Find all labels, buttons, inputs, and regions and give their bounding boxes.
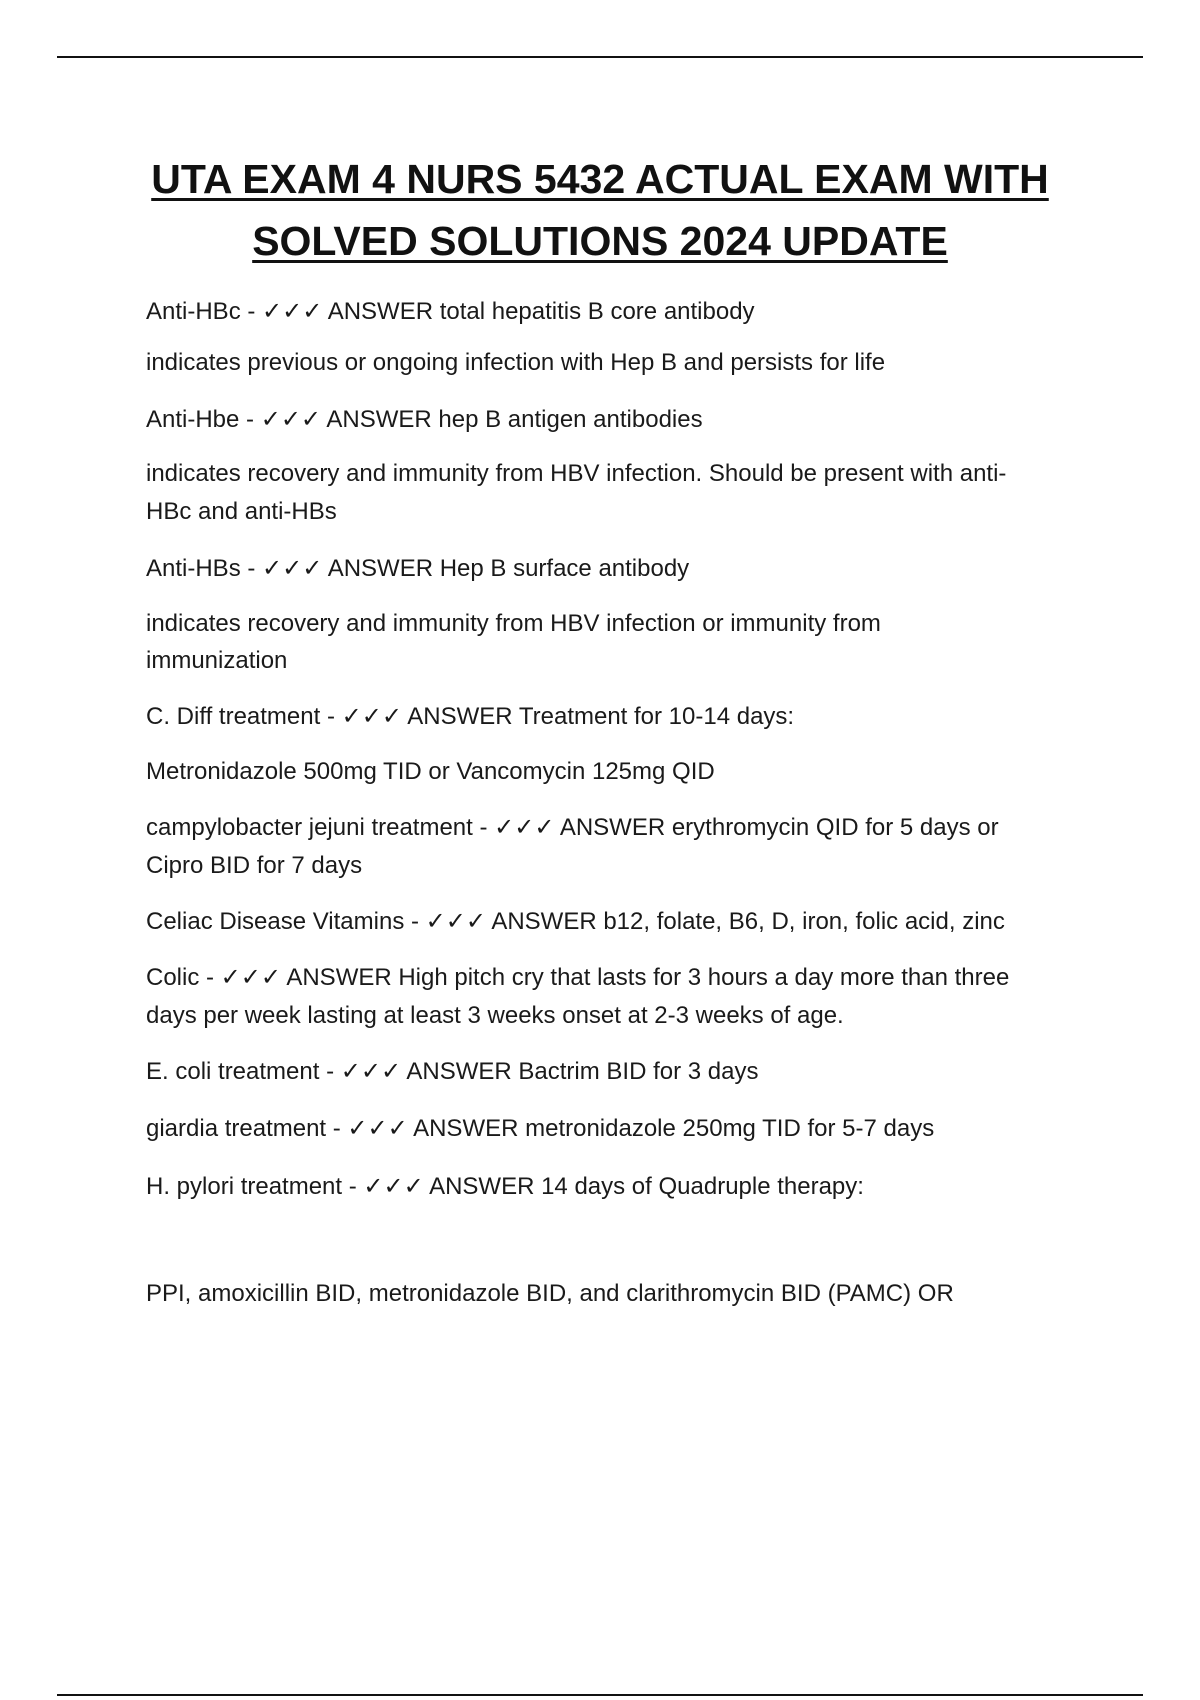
text-line: E. coli treatment - ✓✓✓ ANSWER Bactrim BID for 3 days (146, 1058, 759, 1085)
text-line: Anti-Hbe - ✓✓✓ ANSWER hep B antigen antibodies (146, 406, 703, 433)
text-line: HBc and anti-HBs (146, 498, 337, 525)
text-line: indicates recovery and immunity from HBV infection or immunity from (146, 610, 881, 637)
text-line: days per week lasting at least 3 weeks onset at 2-3 weeks of age. (146, 1002, 844, 1029)
title-line-2: SOLVED SOLUTIONS 2024 UPDATE (252, 218, 948, 264)
text-line: Colic - ✓✓✓ ANSWER High pitch cry that lasts for 3 hours a day more than three (146, 964, 1010, 991)
text-line: immunization (146, 647, 288, 674)
top-rule (57, 56, 1143, 58)
text-line: Anti-HBs - ✓✓✓ ANSWER Hep B surface antibody (146, 555, 690, 582)
document-title (120, 148, 1080, 272)
text-line: Celiac Disease Vitamins - ✓✓✓ ANSWER b12, folate, B6, D, iron, folic acid, zinc (146, 908, 1005, 935)
bottom-rule (57, 1694, 1143, 1696)
text-line: Anti-HBc - ✓✓✓ ANSWER total hepatitis B core antibody (146, 298, 755, 325)
text-line: giardia treatment - ✓✓✓ ANSWER metronidazole 250mg TID for 5-7 days (146, 1115, 935, 1142)
text-line: Cipro BID for 7 days (146, 852, 363, 879)
text-line: PPI, amoxicillin BID, metronidazole BID, and clarithromycin BID (PAMC) OR (146, 1280, 954, 1307)
text-line: indicates previous or ongoing infection with Hep B and persists for life (146, 349, 886, 376)
text-line: indicates recovery and immunity from HBV infection. Should be present with anti- (146, 460, 1007, 487)
text-line: Metronidazole 500mg TID or Vancomycin 125mg QID (146, 758, 715, 785)
text-line: campylobacter jejuni treatment - ✓✓✓ ANSWER erythromycin QID for 5 days or (146, 814, 999, 841)
text-line: H. pylori treatment - ✓✓✓ ANSWER 14 days of Quadruple therapy: (146, 1173, 864, 1200)
text-line: C. Diff treatment - ✓✓✓ ANSWER Treatment for 10-14 days: (146, 703, 795, 730)
title-line-1: UTA EXAM 4 NURS 5432 ACTUAL EXAM WITH (151, 156, 1049, 202)
